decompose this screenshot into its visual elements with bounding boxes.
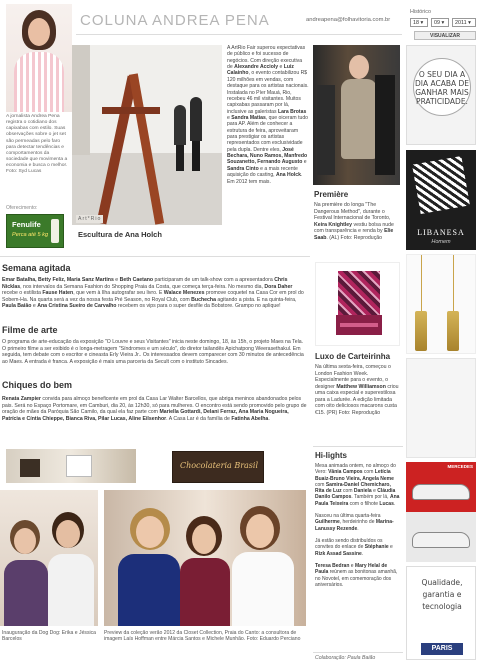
ad-qualidade[interactable] bbox=[406, 566, 476, 660]
chocolateria-logo[interactable] bbox=[172, 451, 264, 483]
month-select[interactable]: 09 ▾ bbox=[431, 18, 449, 27]
ad-cars[interactable] bbox=[406, 462, 476, 562]
right-divider bbox=[313, 446, 403, 447]
sponsor-bottle-icon bbox=[51, 219, 59, 243]
sponsor-name: Fenulife bbox=[12, 220, 41, 229]
chiques-text: Renata Zampier convida para almoço beneficente em prol da Casa Lar Walter Barcellos, que abriga meninos abandonados pelos pais. Será no Espaço Portomare, em Camburi, dia 20, às 12h30, só para mulheres. O encontro está sendo promovido pelo grupo de oração de mães da Paróquia São Camilo, da qual ela faz parte com Mariella Gottardi, Delani Ferraz, Ana Maria Nogueira, Patrícia e Cíntia Chieppe, Bianca Riva, Pilar Lucas, Aline Eilsenhor. A Casa Lar é da família de Fatinha Abelha. bbox=[2, 396, 307, 422]
artrio-sign: Art*Rio bbox=[78, 215, 102, 222]
premiere-text: Na première do longa "The Dangerous Method", durante o Festival Internacional de Toronto, Keira Knightley vestiu bolsa nude com transparência e renda by Elie Saab. (AL) Foto: Reprodução bbox=[314, 202, 394, 241]
sponsor-ad[interactable] bbox=[6, 214, 64, 248]
ad-jewelry[interactable] bbox=[406, 254, 476, 354]
ad-libanesa-brand: LIBANESA bbox=[417, 228, 465, 237]
chocolateria-text: Chocolateria Brasil bbox=[179, 461, 259, 470]
visualizar-button[interactable]: VISUALIZAR bbox=[414, 31, 476, 40]
sculpture-caption: Escultura de Ana Holch bbox=[78, 230, 162, 239]
luxo-title: Luxo de Carteirinha bbox=[315, 352, 391, 361]
history-label: Histórico bbox=[410, 9, 431, 15]
thumb-room bbox=[6, 449, 136, 483]
luxo-text: Na última sexta-feira, começou o London Fashion Week. Especialmente para o evento, o designer Matthew Williamson criou uma caixa especial e superestilosa para a Ladurée. A edição limitada com oito deliciosos macarons custa €15. (PR) Foto: Reprodução bbox=[315, 364, 399, 416]
sculpture-photo bbox=[72, 45, 222, 225]
ad-qualidade-text: Qualidade, garantia e tecnologia bbox=[421, 578, 463, 611]
ad-libanesa[interactable] bbox=[406, 150, 476, 250]
dogdog-caption: Inauguração da Dog Dog: Erika e Jéssica Barcelos bbox=[2, 630, 97, 643]
dogdog-photo bbox=[0, 490, 98, 626]
car-icon bbox=[412, 484, 470, 500]
colab-credit: Colaboração: Paula Baião bbox=[315, 655, 376, 661]
sponsor-tag: Perca até 5 kg bbox=[12, 232, 49, 238]
semana-text: Emar Batalha, Betty Feliz, Maria Sanz Martins e Beth Caetano participaram de um talk-show com a apresentadora Chris Nicklas, nos intervalos da Semana Fashion do Shopping Praia da Costa, que começa terça-feira. No mesmo dia, Dora Daher recebe o estilista Fause Haten, que vem à Ilha autografar seu livro. E Walace Menezes promove coquetel na Casa Cor em prol do Sobem-Ha. Na quarta será a vez da nossa festa Pré Season, no Royal Club, com Buchecha agitando a pista. E na quinta-feira, Paula Baião e Ana Cristina Sueiro de Carvalho recebem os vips para o super desfile da Bobstore. Grampo no aplique! bbox=[2, 277, 304, 309]
ad-blank[interactable] bbox=[406, 358, 476, 458]
author-bio: A jornalista Andrea Pena registra o cotidiano dos capixabas com estilo. Suas observações sobre o jet set são permeadas pelo faro para detectar tendências e comportamentos da sociedade que movimenta a economia e busca o melhor. Foto: Syd Lucas bbox=[6, 114, 68, 175]
ad-libanesa-sub: Homem bbox=[431, 239, 451, 245]
ad-cars-badge: MERCEDES bbox=[447, 464, 473, 469]
header-divider bbox=[76, 34, 402, 35]
macaron-box-photo bbox=[315, 262, 400, 346]
preview-photo bbox=[104, 490, 306, 626]
page-title: COLUNA ANDREA PENA bbox=[80, 12, 270, 29]
semana-title: Semana agitada bbox=[2, 263, 71, 273]
ad-praticidade[interactable] bbox=[406, 45, 476, 145]
hilights-text: Mesa animada ontem, no almoço do Vero: Vânia Campos com Letícia Buaiz-Bruno Vieira, Angela Neme com Samira-Daniel Chemicharo, Rita de Luz com Daniela e Cláudia Danilo Campos. Também por lá, Ana Paula Teixeira com o filhote Lucas. Nasceu na última quarta-feira Guilherme, herdeirinho de Marina-Lanussy Rezende. Já estão sendo distribuídos os convites do enlace de Stéphanie e Rizk Assad Sassine. Teresa Bedran e Mary Helal de Paula reúnem as bonitonas amanhã, no Novotel, em comemoração dos aniversários. bbox=[315, 463, 400, 588]
artrio-text: A ArtRio Fair superou expectativas de público e foi sucesso de negócios. Com direção executiva de Alexandre Accioly e Luiz Calainho, o evento contabilizou R$ 120 milhões em vendas, com destaque para os artistas nacionais. Instalada no Píer Mauá, Rio, recebeu 46 mil visitantes. Muitos capixabas passaram por lá, inclusive as galeristas Lara Brotas e Sandra Matias, que oiceram tudo para AP. Além de conhecer a estrutura de feira, aproveitaram para prestigiar os artistas representados com exclusividade pela dupla. Dentre eles, José Bechara, Nuno Ramos, Manfredo Souzanetto, Fernando Augusto e Sandra Cinto e a mais recente aquisição do casting, Ana Holck. Em 2012 tem mais. bbox=[227, 45, 309, 185]
oferecimento-label: Oferecimento: bbox=[6, 205, 38, 211]
car-icon bbox=[412, 532, 470, 548]
colab-divider bbox=[313, 652, 403, 653]
year-select[interactable]: 2011 ▾ bbox=[452, 18, 476, 27]
premiere-title: Première bbox=[314, 190, 349, 199]
chiques-title: Chiques do bem bbox=[2, 380, 73, 390]
ad-praticidade-text: O SEU DIA A DIA ACABA DE GANHAR MAIS PRATICIDADE. bbox=[414, 70, 470, 106]
filme-text: O programa de arte-educação da exposição "O Louvre e seus Visitantes" inicia neste domingo, 18, às 15h, o projeto Maes na Tela. O primeiro filme a ser exibido é o longa-metragem "Síndromes e um século", do diretor tailandês Apichatpong Weerasethakul. Em seguida, tem debate com o escritor e cineasta Erly Vieira Jr.. Os interessados devem comparecer com 30 minutos de antecedência ao Maes. A entrada é franca. A exposição é mais uma parceria da Secult com o instituto Sincades. bbox=[2, 339, 304, 365]
section-divider bbox=[0, 256, 310, 257]
contact-email[interactable]: andreapena@folhavitoria.com.br bbox=[306, 17, 391, 23]
filme-title: Filme de arte bbox=[2, 325, 58, 335]
author-portrait bbox=[6, 4, 72, 112]
day-select[interactable]: 18 ▾ bbox=[410, 18, 428, 27]
ad-paris-brand: PARIS bbox=[421, 643, 463, 655]
preview-caption: Preview da coleção verão 2012 da Closet Collection, Praia do Canto: a consultora de imagem Laís Hoffman entre Márcia Santos e Michele Munhão. Foto: Eduardo Perciano bbox=[104, 630, 301, 643]
hilights-title: Hi-lights bbox=[315, 451, 347, 460]
premiere-photo bbox=[313, 45, 400, 185]
